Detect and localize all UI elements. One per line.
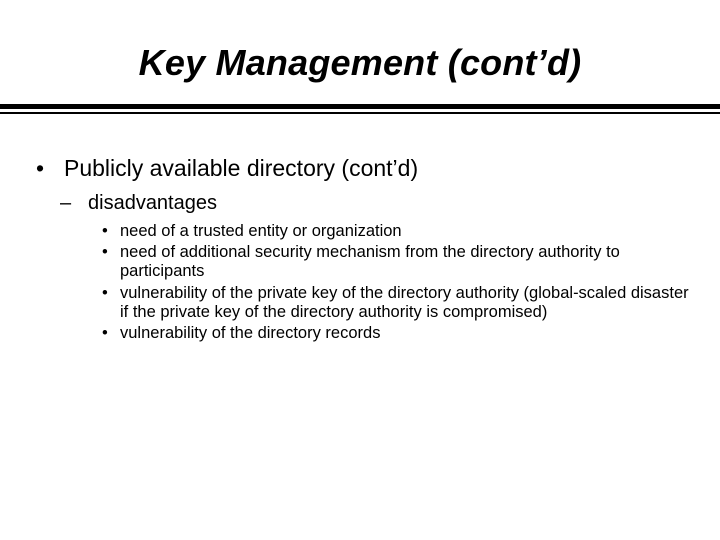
list-item	[102, 284, 692, 322]
list-item-text: need of a trusted entity or organization	[120, 222, 402, 240]
title-rule-thin	[0, 112, 720, 114]
list-item	[102, 222, 692, 241]
list-item-text: need of additional security mechanism from the directory authority to participants	[120, 243, 620, 281]
bullet-level1	[36, 154, 418, 182]
title-rule-thick	[0, 104, 720, 109]
list-item-text: vulnerability of the directory records	[120, 324, 381, 343]
bullet-dot-icon: •	[102, 283, 108, 302]
bullet-level3-list	[102, 222, 692, 345]
slide-title: Key Management (cont’d)	[138, 42, 582, 83]
bullet-level2-text: disadvantages	[88, 192, 217, 214]
list-item-text: vulnerability of the private key of the directory authority (global-scaled disaster if the private key of the directory authority is compromised)	[120, 283, 689, 321]
bullet-dot-icon: •	[102, 243, 108, 262]
bullet-dot-icon: •	[102, 324, 108, 343]
bullet-dot-icon: •	[36, 155, 45, 181]
list-item	[102, 243, 692, 281]
bullet-level1-text: Publicly available directory (cont’d)	[64, 155, 419, 181]
bullet-dot-icon: •	[102, 222, 108, 240]
list-item	[102, 324, 692, 343]
bullet-level2	[60, 191, 217, 215]
dash-bullet-icon: –	[60, 192, 72, 214]
